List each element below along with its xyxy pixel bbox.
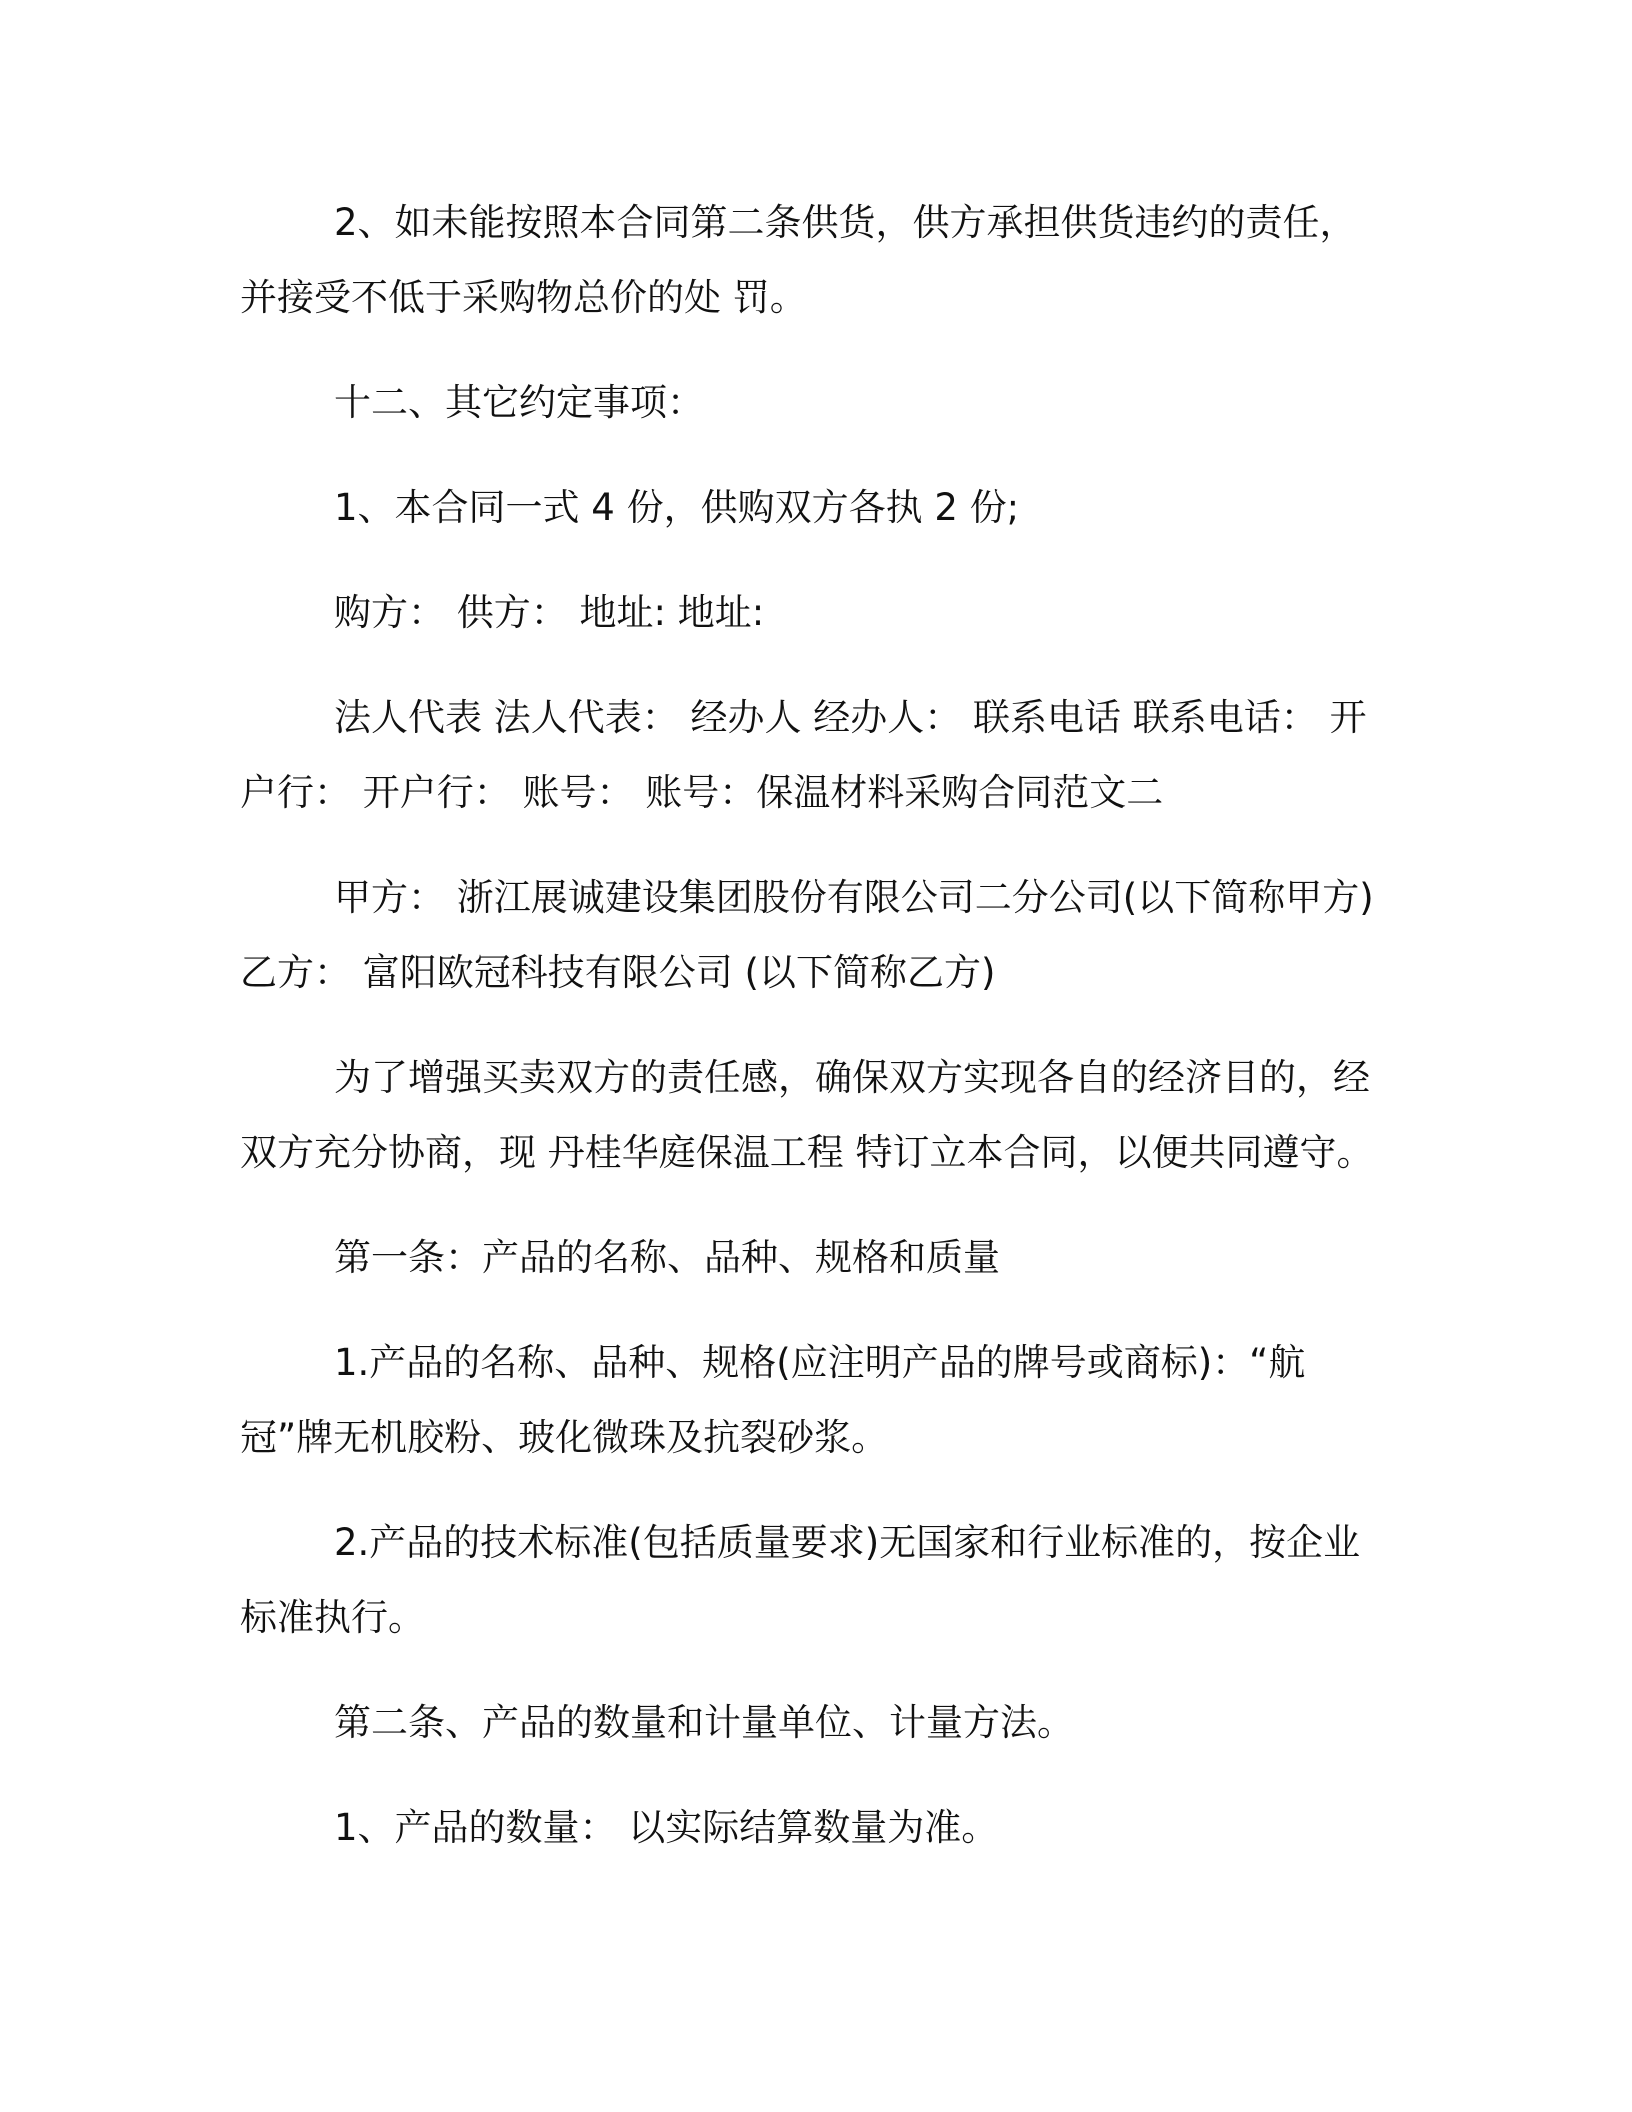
document-body <box>240 185 1380 1895</box>
paragraph-copies-clause: 1、本合同一式 4 份，供购双方各执 2 份; <box>334 486 1020 529</box>
paragraph-section-twelve-heading: 十二、其它约定事项： <box>334 381 704 424</box>
paragraph-party-names: 甲方： 浙江展诚建设集团股份有限公司二分公司(以下简称甲方) 乙方： 富阳欧冠科技有限公司 (以下简称乙方) <box>240 876 1374 994</box>
paragraph-article-two-heading: 第二条、产品的数量和计量单位、计量方法。 <box>334 1701 1074 1744</box>
paragraph-signatories: 法人代表 法人代表： 经办人 经办人： 联系电话 联系电话： 开户行： 开户行： 账号： 账号：保温材料采购合同范文二 <box>240 696 1367 814</box>
paragraph-article-one-heading: 第一条：产品的名称、品种、规格和质量 <box>334 1236 1000 1279</box>
paragraph-product-name: 1.产品的名称、品种、规格(应注明产品的牌号或商标)：“航冠”牌无机胶粉、玻化微珠及抗裂砂浆。 <box>240 1341 1306 1459</box>
paragraph-preamble: 为了增强买卖双方的责任感，确保双方实现各自的经济目的，经双方充分协商，现 丹桂华庭保温工程 特订立本合同，以便共同遵守。 <box>240 1056 1374 1174</box>
paragraph-parties-address: 购方： 供方： 地址: 地址: <box>334 591 765 634</box>
paragraph-penalty-clause: 2、如未能按照本合同第二条供货，供方承担供货违约的责任，并接受不低于采购物总价的处 罚。 <box>240 201 1357 319</box>
paragraph-technical-standard: 2.产品的技术标准(包括质量要求)无国家和行业标准的，按企业标准执行。 <box>240 1521 1361 1639</box>
paragraph-product-quantity: 1、产品的数量： 以实际结算数量为准。 <box>334 1806 999 1849</box>
